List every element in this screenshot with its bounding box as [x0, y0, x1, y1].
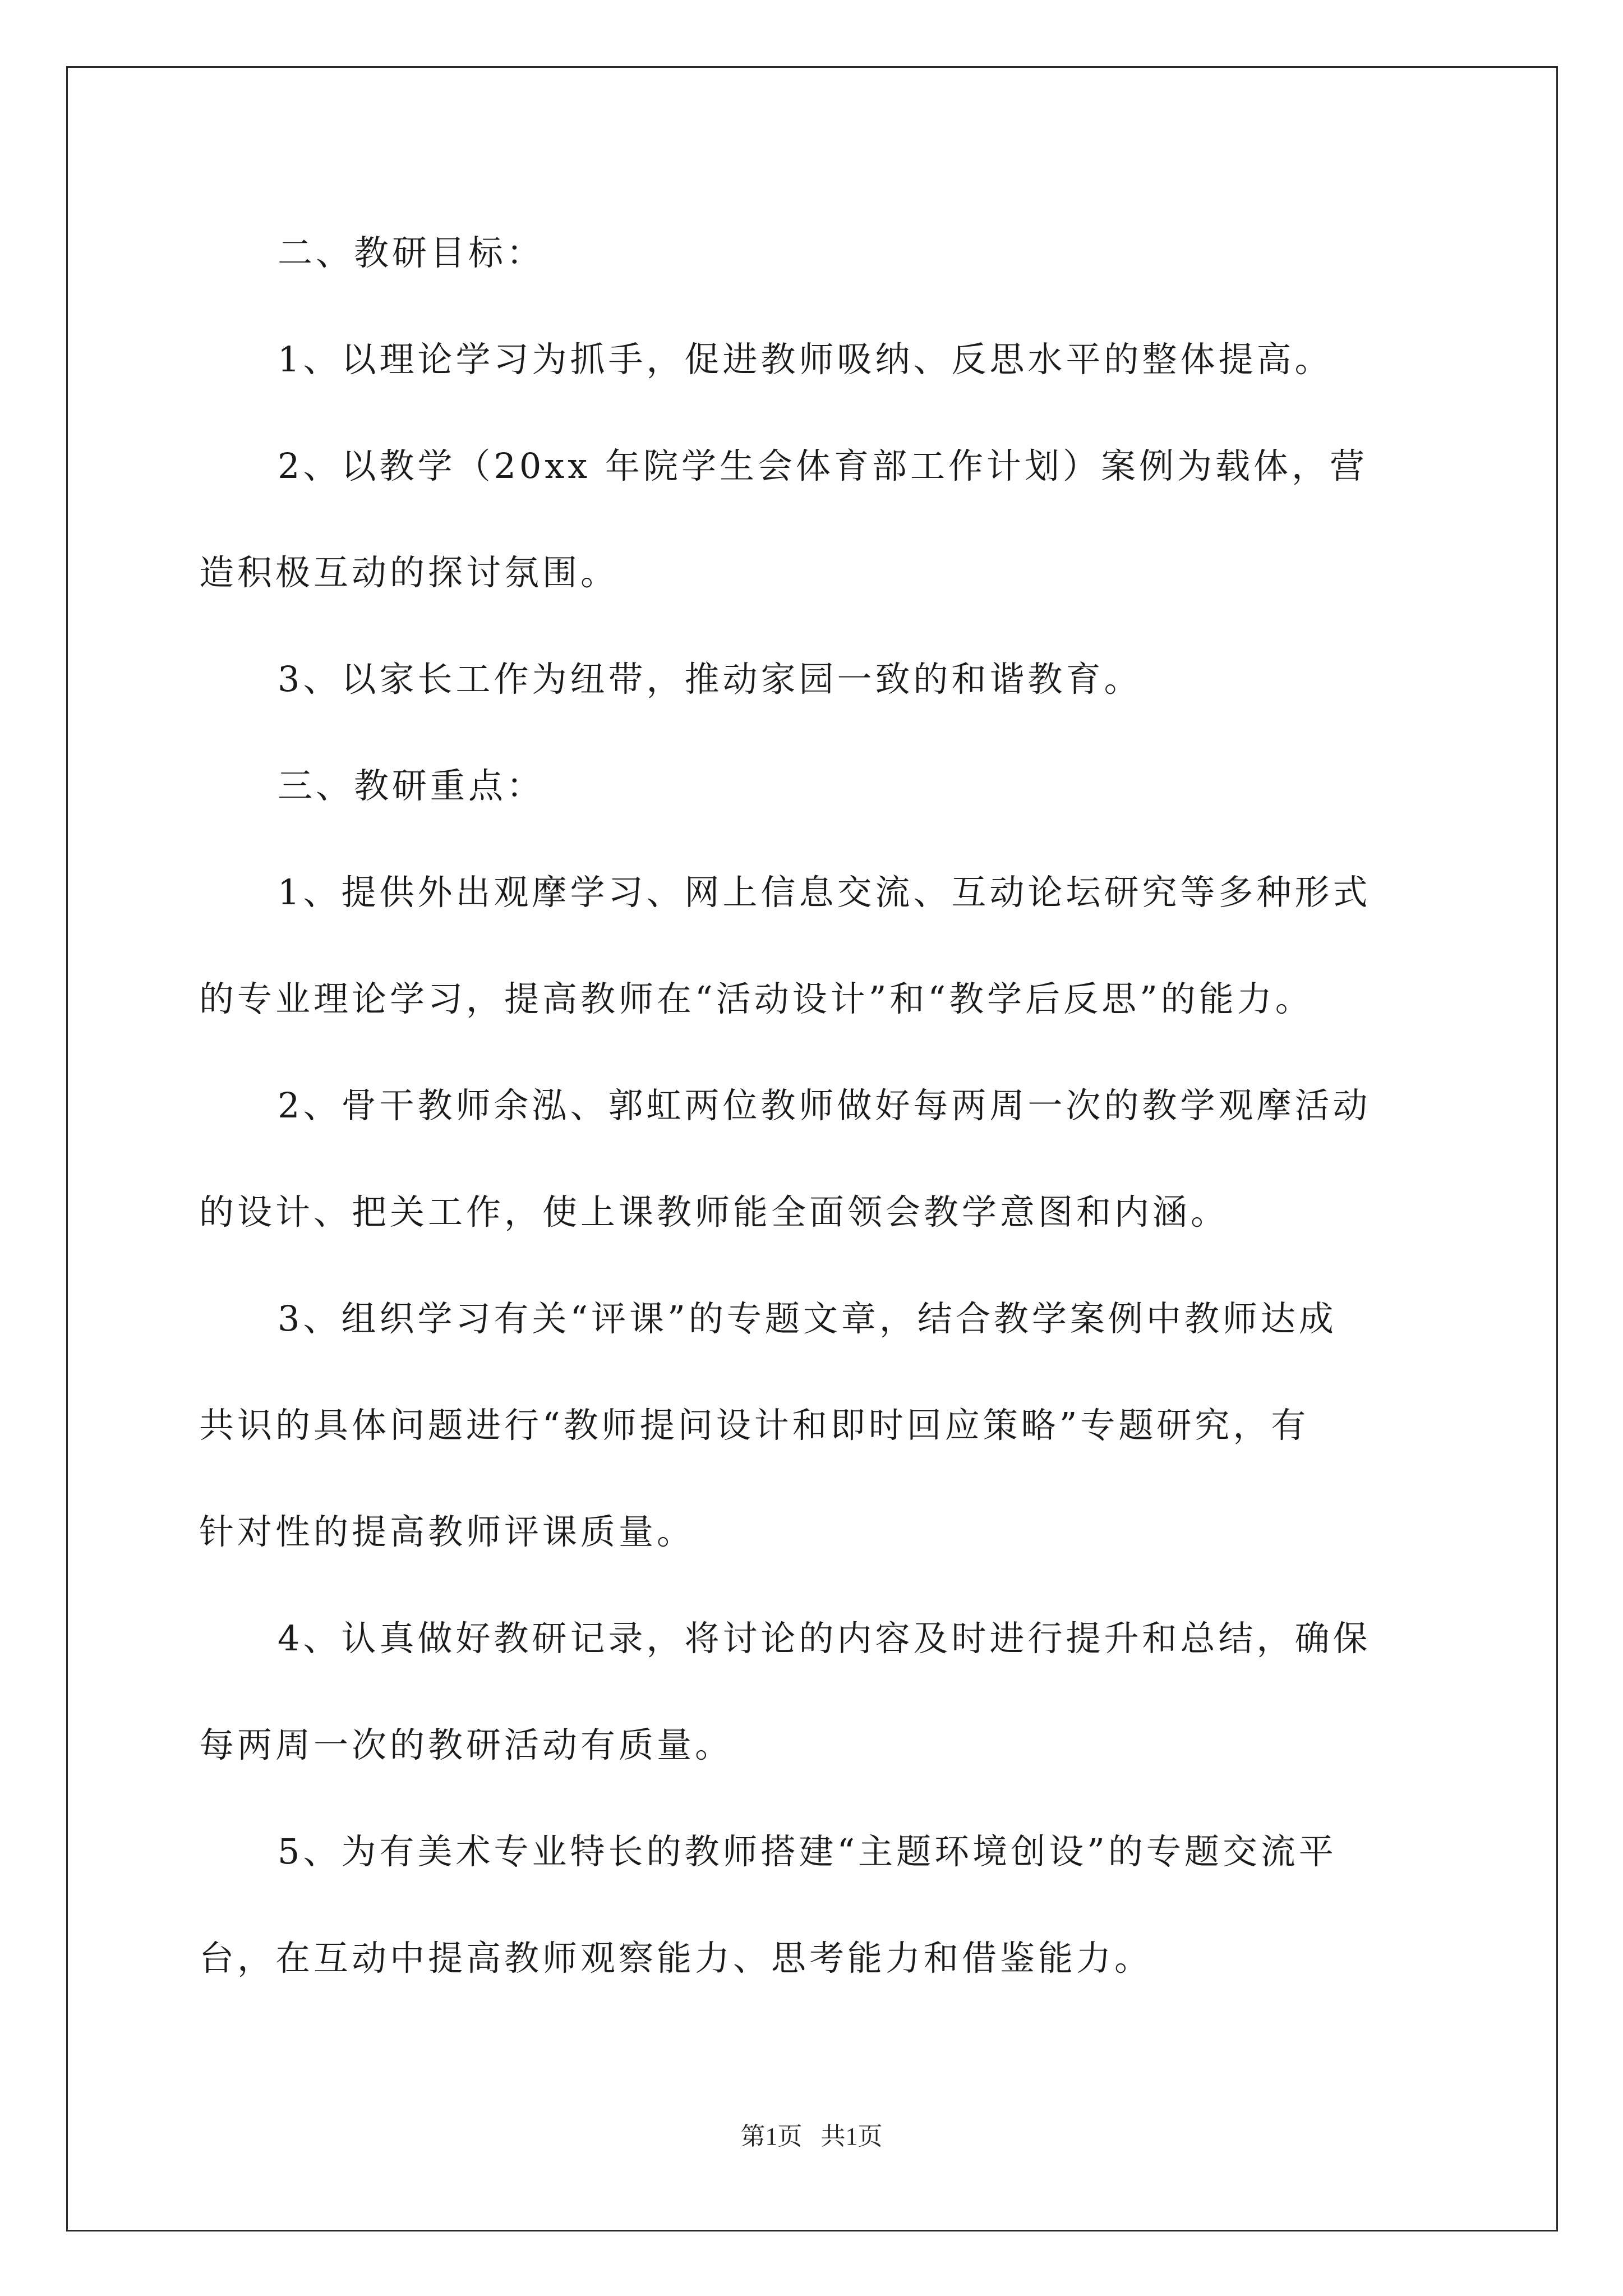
- paragraph-line: 3、组织学习有关“评课”的专题文章，结合教学案例中教师达成: [278, 1298, 1337, 1339]
- paragraph-line: 4、认真做好教研记录，将讨论的内容及时进行提升和总结，确保: [278, 1618, 1371, 1659]
- paragraph-line: 2、骨干教师余泓、郭虹两位教师做好每两周一次的教学观摩活动: [278, 1085, 1371, 1126]
- section-heading-goals: 二、教研目标：: [278, 232, 545, 273]
- paragraph-line: 每两周一次的教研活动有质量。: [199, 1724, 734, 1765]
- paragraph-line: 台，在互动中提高教师观察能力、思考能力和借鉴能力。: [199, 1938, 1153, 1978]
- paragraph-line: 针对性的提高教师评课质量。: [199, 1511, 695, 1552]
- page-footer: 第1页 共1页: [740, 2123, 883, 2150]
- paragraph-line: 造积极互动的探讨氛围。: [199, 552, 619, 593]
- paragraph-line: 1、提供外出观摩学习、网上信息交流、互动论坛研究等多种形式: [278, 872, 1371, 913]
- page-border: [66, 66, 1558, 2231]
- paragraph-line: 3、以家长工作为纽带，推动家园一致的和谐教育。: [278, 659, 1142, 700]
- paragraph-line: 的专业理论学习，提高教师在“活动设计”和“教学后反思”的能力。: [199, 978, 1313, 1019]
- section-heading-focus: 三、教研重点：: [278, 765, 545, 806]
- paragraph-line: 共识的具体问题进行“教师提问设计和即时回应策略”专题研究，有: [199, 1405, 1310, 1446]
- paragraph-line: 1、以理论学习为抓手，促进教师吸纳、反思水平的整体提高。: [278, 339, 1333, 380]
- paragraph-line: 2、以教学（20xx 年院学生会体育部工作计划）案例为载体，营: [278, 445, 1368, 486]
- paragraph-line: 的设计、把关工作，使上课教师能全面领会教学意图和内涵。: [199, 1191, 1229, 1232]
- paragraph-line: 5、为有美术专业特长的教师搭建“主题环境创设”的专题交流平: [278, 1831, 1337, 1872]
